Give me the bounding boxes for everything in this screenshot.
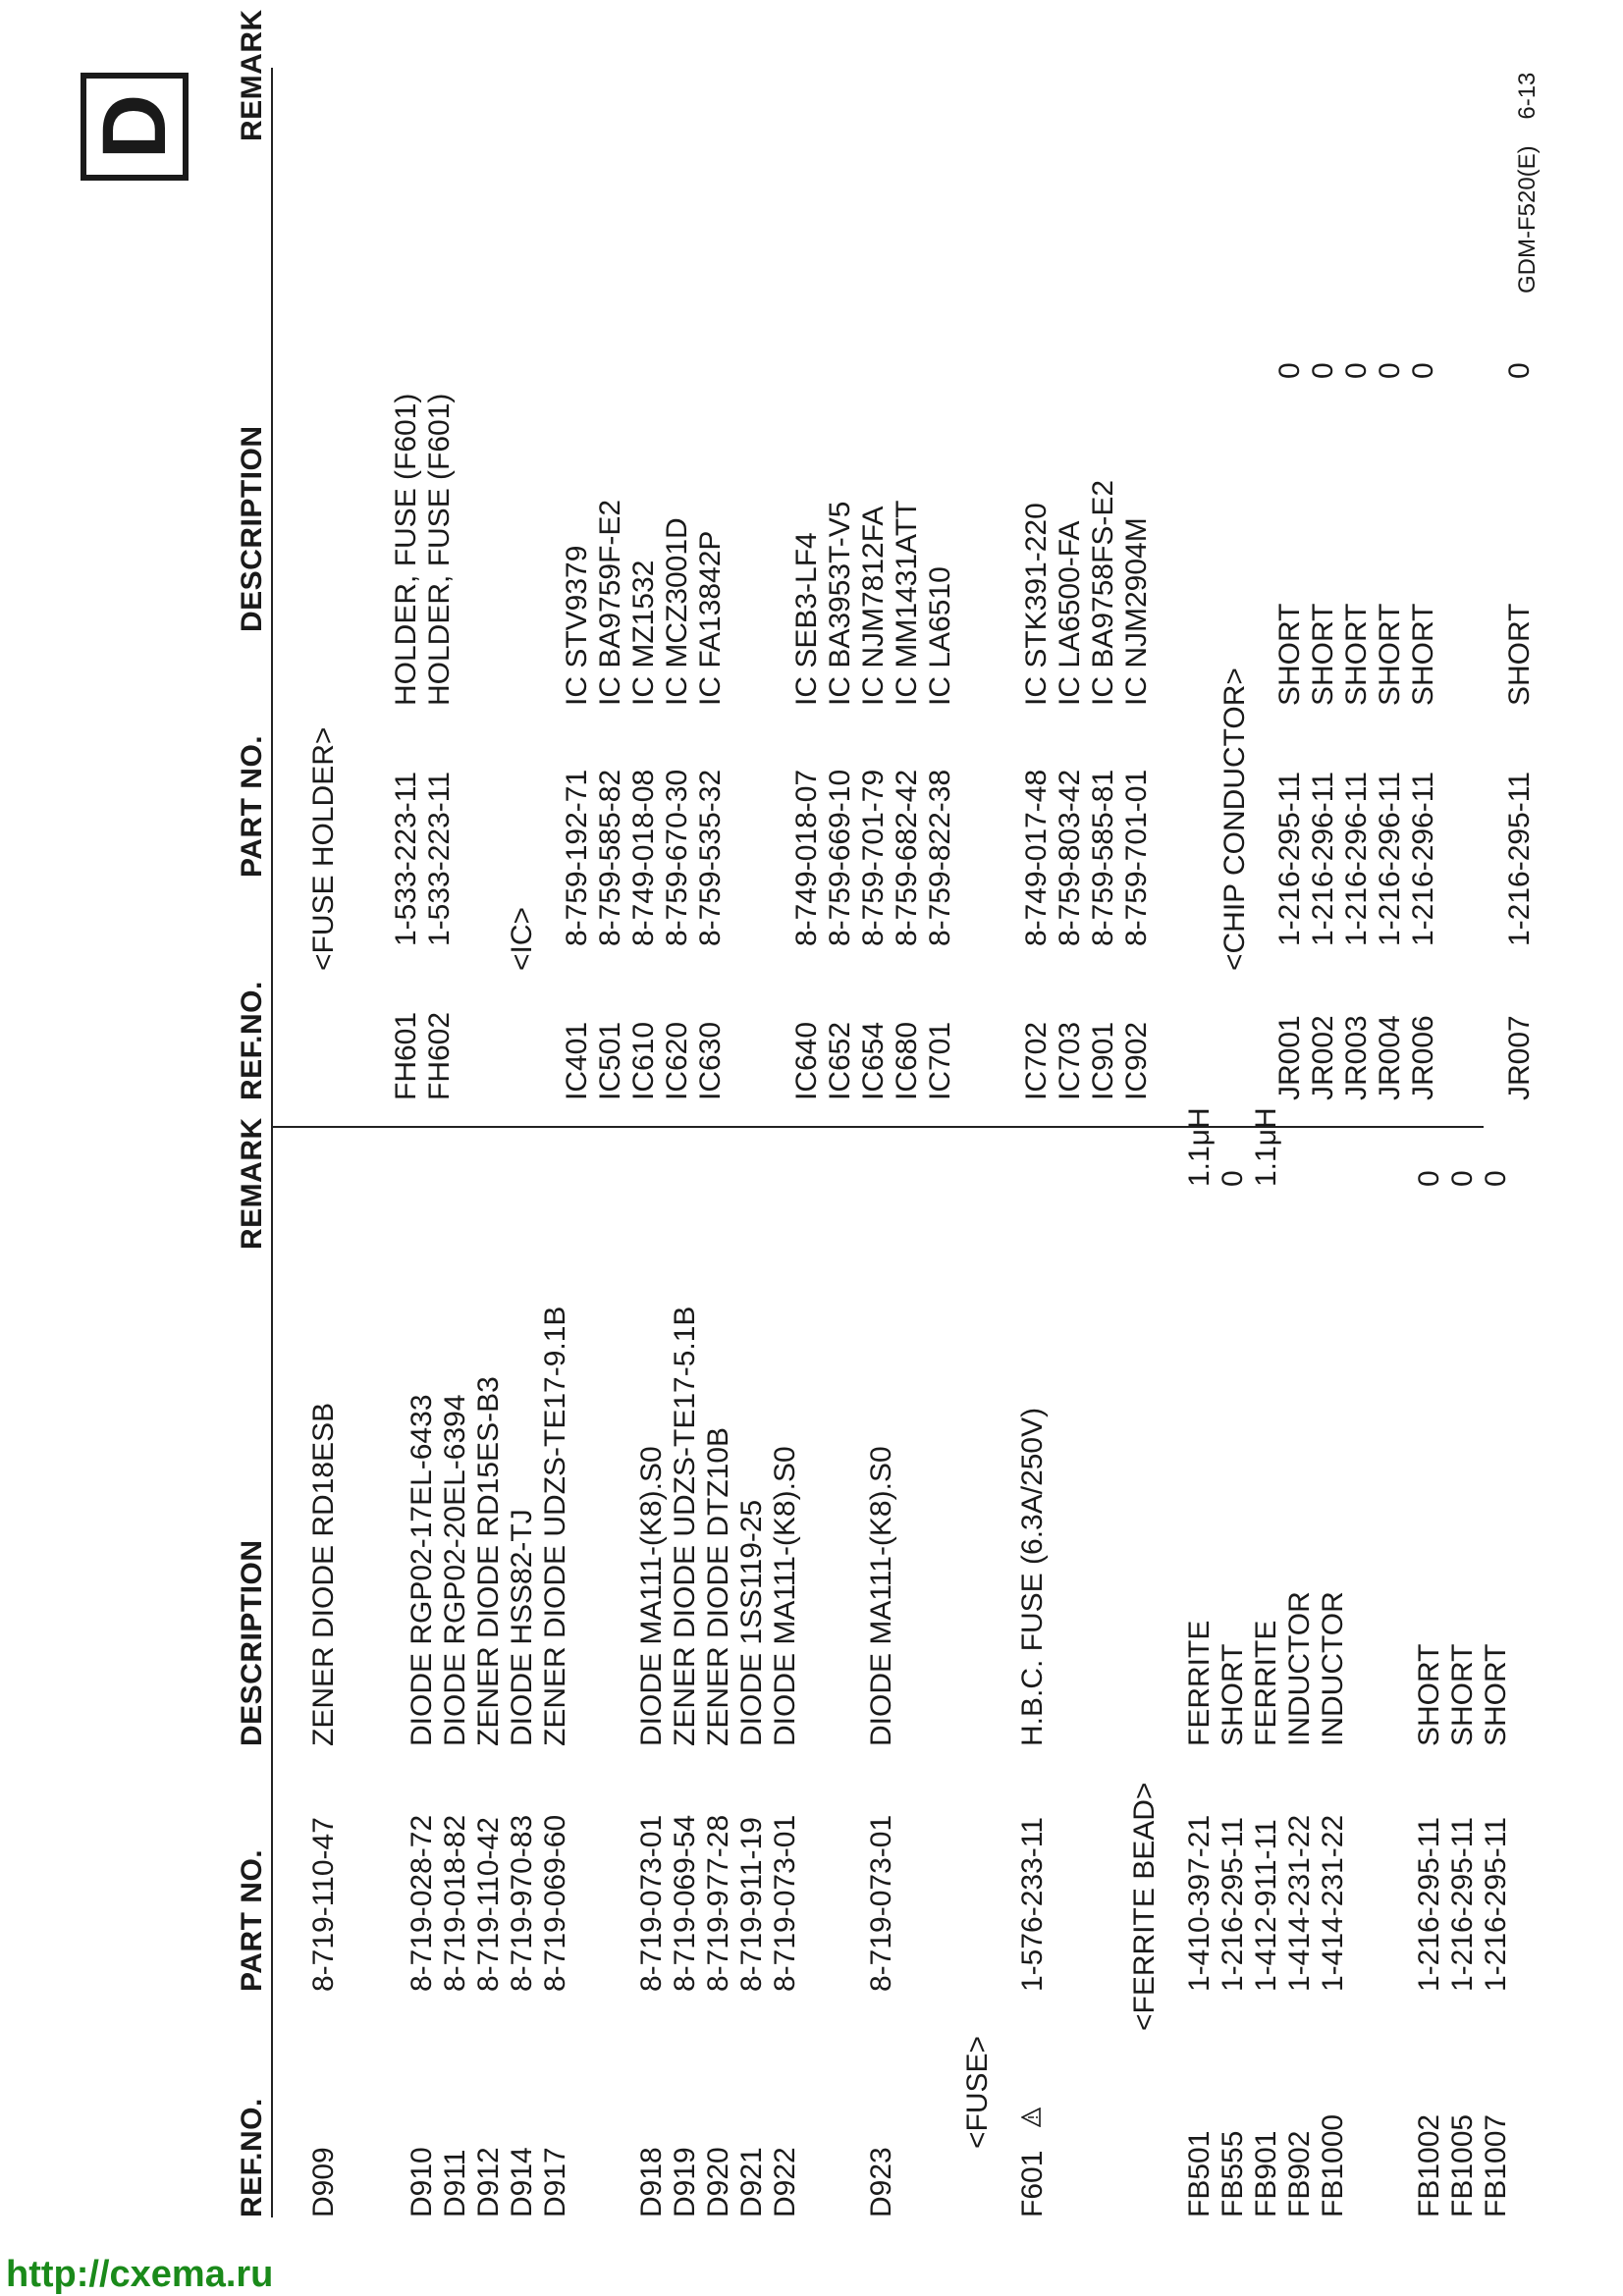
parts-row: [924, 0, 957, 2296]
ref-no-cell: D911: [439, 2149, 471, 2217]
ref-no-cell: FB1005: [1446, 2113, 1479, 2217]
part-no-cell: 8-759-585-82: [594, 769, 626, 946]
ref-no-cell: IC701: [924, 1021, 956, 1100]
description-cell: SHORT: [1273, 603, 1306, 706]
value-cell: 0: [1273, 362, 1306, 379]
parts-row: [1340, 0, 1374, 2296]
description-cell: ZENER DIODE RD15ES-B3: [472, 1376, 505, 1746]
part-no-cell: 1-576-233-11: [1016, 1817, 1049, 1992]
part-no-cell: 1-216-296-11: [1340, 772, 1373, 946]
left-header-ref-no: REF.NO.: [236, 2098, 268, 2217]
part-no-cell: 8-719-977-28: [702, 1814, 734, 1992]
value-cell: 0: [1340, 362, 1373, 379]
description-cell: SHORT: [1307, 603, 1339, 706]
ref-no-cell: FB1000: [1317, 2113, 1349, 2217]
description-cell: SHORT: [1340, 603, 1373, 706]
right-header-remark: REMARK: [236, 9, 268, 141]
ref-no-cell: D910: [406, 2147, 438, 2217]
part-no-cell: 8-719-069-54: [669, 1814, 701, 1992]
part-no-cell: 8-759-682-42: [891, 769, 923, 946]
description-cell: IC LA6500-FA: [1054, 520, 1086, 706]
parts-row: [1054, 0, 1087, 2296]
part-no-cell: 8-759-669-10: [824, 769, 856, 946]
parts-row: [891, 0, 924, 2296]
description-cell: ZENER DIODE DTZ10B: [702, 1426, 734, 1746]
description-cell: HOLDER, FUSE (F601): [423, 393, 456, 706]
left-header-remark: REMARK: [236, 1117, 268, 1250]
description-cell: DIODE MA111-(K8).S0: [865, 1446, 897, 1746]
ref-no-cell: IC901: [1087, 1021, 1119, 1100]
value-cell: 1.1μH: [1183, 1107, 1216, 1187]
part-no-cell: 8-759-585-81: [1087, 769, 1119, 946]
description-cell: DIODE RGP02-17EL-6433: [406, 1394, 438, 1746]
description-cell: SHORT: [1374, 603, 1406, 706]
part-no-cell: 1-414-231-22: [1283, 1814, 1316, 1992]
ref-no-cell: IC654: [857, 1021, 890, 1100]
ref-no-cell: JR001: [1273, 1015, 1306, 1100]
description-cell: SHORT: [1413, 1643, 1445, 1746]
left-section-title: <FUSE>: [961, 2035, 994, 2149]
page-label: D: [84, 93, 185, 160]
parts-row: [1183, 0, 1217, 2296]
part-no-cell: 8-719-911-19: [735, 1817, 768, 1992]
part-no-cell: 1-216-295-11: [1446, 1817, 1479, 1992]
part-no-cell: 8-719-110-42: [472, 1817, 505, 1992]
ref-no-cell: IC501: [594, 1021, 626, 1100]
part-no-cell: 1-414-231-22: [1317, 1814, 1349, 1992]
part-no-cell: 1-216-295-11: [1413, 1817, 1445, 1992]
part-no-cell: 1-533-223-11: [423, 772, 456, 946]
ref-no-cell: IC703: [1054, 1021, 1086, 1100]
description-cell: SHORT: [1217, 1643, 1249, 1746]
ref-no-cell: FB901: [1250, 2130, 1282, 2217]
ref-no-cell: IC680: [891, 1021, 923, 1100]
part-no-cell: 1-216-295-11: [1217, 1817, 1249, 1992]
part-no-cell: 8-759-803-42: [1054, 769, 1086, 946]
ref-no-cell: D921: [735, 2147, 768, 2217]
right-header-description: DESCRIPTION: [236, 425, 268, 632]
parts-row: [857, 0, 891, 2296]
ref-no-cell: D914: [506, 2147, 538, 2217]
part-no-cell: 8-719-018-82: [439, 1814, 471, 1992]
ref-no-cell: FB902: [1283, 2130, 1316, 2217]
part-no-cell: 1-216-296-11: [1374, 772, 1406, 946]
page-footer: [1514, 53, 1542, 294]
left-section-title: <FERRITE BEAD>: [1128, 1782, 1161, 2031]
ref-no-cell: IC610: [627, 1021, 660, 1100]
part-no-cell: 1-533-223-11: [390, 772, 422, 946]
parts-row: [561, 0, 594, 2296]
description-cell: IC LA6510: [924, 566, 956, 706]
description-cell: SHORT: [1446, 1643, 1479, 1746]
part-no-cell: 1-216-296-11: [1407, 772, 1439, 946]
ref-no-cell: FB1007: [1480, 2113, 1512, 2217]
ref-no-cell: D922: [769, 2147, 801, 2217]
ref-no-cell: FB555: [1217, 2130, 1249, 2217]
parts-row: [1503, 0, 1537, 2296]
part-no-cell: 1-412-911-11: [1250, 1819, 1282, 1992]
description-cell: IC STV9379: [561, 545, 593, 706]
part-no-cell: 8-759-535-32: [694, 769, 727, 946]
value-cell: 0: [1480, 1170, 1512, 1187]
part-no-cell: 1-216-296-11: [1307, 772, 1339, 946]
part-no-cell: 8-759-822-38: [924, 769, 956, 946]
description-cell: IC NJM7812FA: [857, 506, 890, 706]
page-number: 6-13: [1514, 72, 1541, 120]
value-cell: 0: [1307, 362, 1339, 379]
parts-row: [790, 0, 824, 2296]
part-no-cell: 8-759-701-01: [1120, 769, 1153, 946]
ref-no-cell: D923: [865, 2147, 897, 2217]
ref-no-cell: JR007: [1503, 1015, 1536, 1100]
description-cell: IC FA13842P: [694, 530, 727, 706]
part-no-cell: 8-749-018-08: [627, 769, 660, 946]
value-cell: 0: [1407, 362, 1439, 379]
ref-no-cell: D919: [669, 2147, 701, 2217]
ref-no-cell: JR003: [1340, 1015, 1373, 1100]
part-no-cell: 8-719-073-01: [769, 1814, 801, 1992]
right-section-title: <FUSE HOLDER>: [307, 726, 340, 971]
description-cell: IC STK391-220: [1020, 503, 1053, 706]
ref-no-cell: D917: [539, 2147, 571, 2217]
part-no-cell: 8-749-018-07: [790, 769, 823, 946]
description-cell: INDUCTOR: [1283, 1591, 1316, 1746]
description-cell: SHORT: [1503, 603, 1536, 706]
value-cell: 0: [1503, 362, 1536, 379]
part-no-cell: 8-719-073-01: [635, 1814, 668, 1992]
header-rule: [271, 68, 273, 2217]
model-number: GDM-F520(E): [1514, 145, 1541, 294]
description-cell: ZENER DIODE UDZS-TE17-5.1B: [669, 1306, 701, 1746]
ref-no-cell: IC630: [694, 1021, 727, 1100]
description-cell: ZENER DIODE UDZS-TE17-9.1B: [539, 1306, 571, 1746]
right-header-part-no: PART NO.: [236, 734, 268, 878]
parts-row: [1217, 0, 1250, 2296]
part-no-cell: 8-759-701-79: [857, 769, 890, 946]
value-cell: 0: [1217, 1170, 1249, 1187]
parts-row: [1446, 0, 1480, 2296]
parts-row: [1374, 0, 1407, 2296]
description-cell: H.B.C. FUSE (6.3A/250V): [1016, 1407, 1049, 1746]
value-cell: 0: [1413, 1170, 1445, 1187]
part-no-cell: 8-759-192-71: [561, 769, 593, 946]
description-cell: IC BA9758FS-E2: [1087, 479, 1119, 706]
left-header-part-no: PART NO.: [236, 1848, 268, 1992]
description-cell: IC BA3953T-V5: [824, 501, 856, 706]
description-cell: DIODE RGP02-20EL-6394: [439, 1394, 471, 1746]
ref-no-cell: FH602: [423, 1011, 456, 1100]
ref-no-cell: D920: [702, 2147, 734, 2217]
parts-row: [390, 0, 423, 2296]
parts-row: [627, 0, 661, 2296]
part-no-cell: 8-719-970-83: [506, 1814, 538, 1992]
description-cell: IC MCZ3001D: [661, 517, 693, 706]
value-cell: 1.1μH: [1250, 1107, 1282, 1187]
ref-no-cell: IC620: [661, 1021, 693, 1100]
description-cell: DIODE MA111-(K8).S0: [635, 1446, 668, 1746]
parts-row: [1120, 0, 1154, 2296]
parts-row: [1307, 0, 1340, 2296]
left-header-description: DESCRIPTION: [236, 1539, 268, 1746]
description-cell: FERRITE: [1250, 1620, 1282, 1746]
ref-no-cell: FB1002: [1413, 2113, 1445, 2217]
ref-no-cell: IC652: [824, 1021, 856, 1100]
ref-no-cell: FB501: [1183, 2130, 1216, 2217]
part-no-cell: 8-719-069-60: [539, 1814, 571, 1992]
ref-no-cell: JR004: [1374, 1015, 1406, 1100]
part-no-cell: 1-410-397-21: [1183, 1814, 1216, 1992]
ref-no-cell: JR006: [1407, 1015, 1439, 1100]
parts-row: [423, 0, 457, 2296]
ref-no-cell: F601: [1016, 2150, 1049, 2217]
part-no-cell: 8-759-670-30: [661, 769, 693, 946]
description-cell: INDUCTOR: [1317, 1591, 1349, 1746]
value-cell: 0: [1374, 362, 1406, 379]
description-cell: DIODE MA111-(K8).S0: [769, 1446, 801, 1746]
description-cell: ZENER DIODE RD18ESB: [307, 1402, 340, 1746]
right-section-title: <CHIP CONDUCTOR>: [1218, 667, 1251, 971]
right-header-ref-no: REF.NO.: [236, 981, 268, 1100]
parts-row: [1407, 0, 1440, 2296]
value-cell: 0: [1446, 1170, 1479, 1187]
site-link[interactable]: http://cxema.ru: [6, 2254, 274, 2295]
parts-row: [1020, 0, 1054, 2296]
description-cell: IC BA9759F-E2: [594, 499, 626, 706]
parts-row: [735, 0, 769, 2296]
description-cell: IC MZ1532: [627, 560, 660, 706]
ref-no-cell: FH601: [390, 1011, 422, 1100]
ref-no-cell: D918: [635, 2147, 668, 2217]
ref-no-cell: JR002: [1307, 1015, 1339, 1100]
right-section-title: <IC>: [506, 906, 538, 971]
description-cell: IC MM1431ATT: [891, 500, 923, 706]
description-cell: FERRITE: [1183, 1620, 1216, 1746]
parts-row: [472, 0, 506, 2296]
description-cell: SHORT: [1407, 603, 1439, 706]
parts-row: [594, 0, 627, 2296]
part-no-cell: 1-216-295-11: [1503, 772, 1536, 946]
description-cell: DIODE 1SS119-25: [735, 1499, 768, 1746]
description-cell: IC SEB3-LF4: [790, 532, 823, 706]
description-cell: SHORT: [1480, 1643, 1512, 1746]
ref-no-cell: D909: [307, 2147, 340, 2217]
part-no-cell: 8-719-073-01: [865, 1814, 897, 1992]
ref-no-cell: IC902: [1120, 1021, 1153, 1100]
description-cell: HOLDER, FUSE (F601): [390, 393, 422, 706]
ref-no-cell: D912: [472, 2147, 505, 2217]
parts-row: [307, 0, 341, 2296]
parts-row: [1087, 0, 1120, 2296]
part-no-cell: 8-719-110-47: [307, 1817, 340, 1992]
ref-no-cell: IC702: [1020, 1021, 1053, 1100]
parts-row: [506, 0, 539, 2296]
part-no-cell: 1-216-295-11: [1273, 772, 1306, 946]
parts-row: [824, 0, 857, 2296]
parts-row: [661, 0, 694, 2296]
description-cell: DIODE HSS82-TJ: [506, 1509, 538, 1746]
description-cell: IC NJM2904M: [1120, 517, 1153, 706]
page-label-box: [81, 73, 189, 181]
ref-no-cell: IC640: [790, 1021, 823, 1100]
part-no-cell: 1-216-295-11: [1480, 1817, 1512, 1992]
ref-no-cell: IC401: [561, 1021, 593, 1100]
parts-row: [694, 0, 728, 2296]
part-no-cell: 8-719-028-72: [406, 1814, 438, 1992]
parts-row: [1273, 0, 1307, 2296]
part-no-cell: 8-749-017-48: [1020, 769, 1053, 946]
